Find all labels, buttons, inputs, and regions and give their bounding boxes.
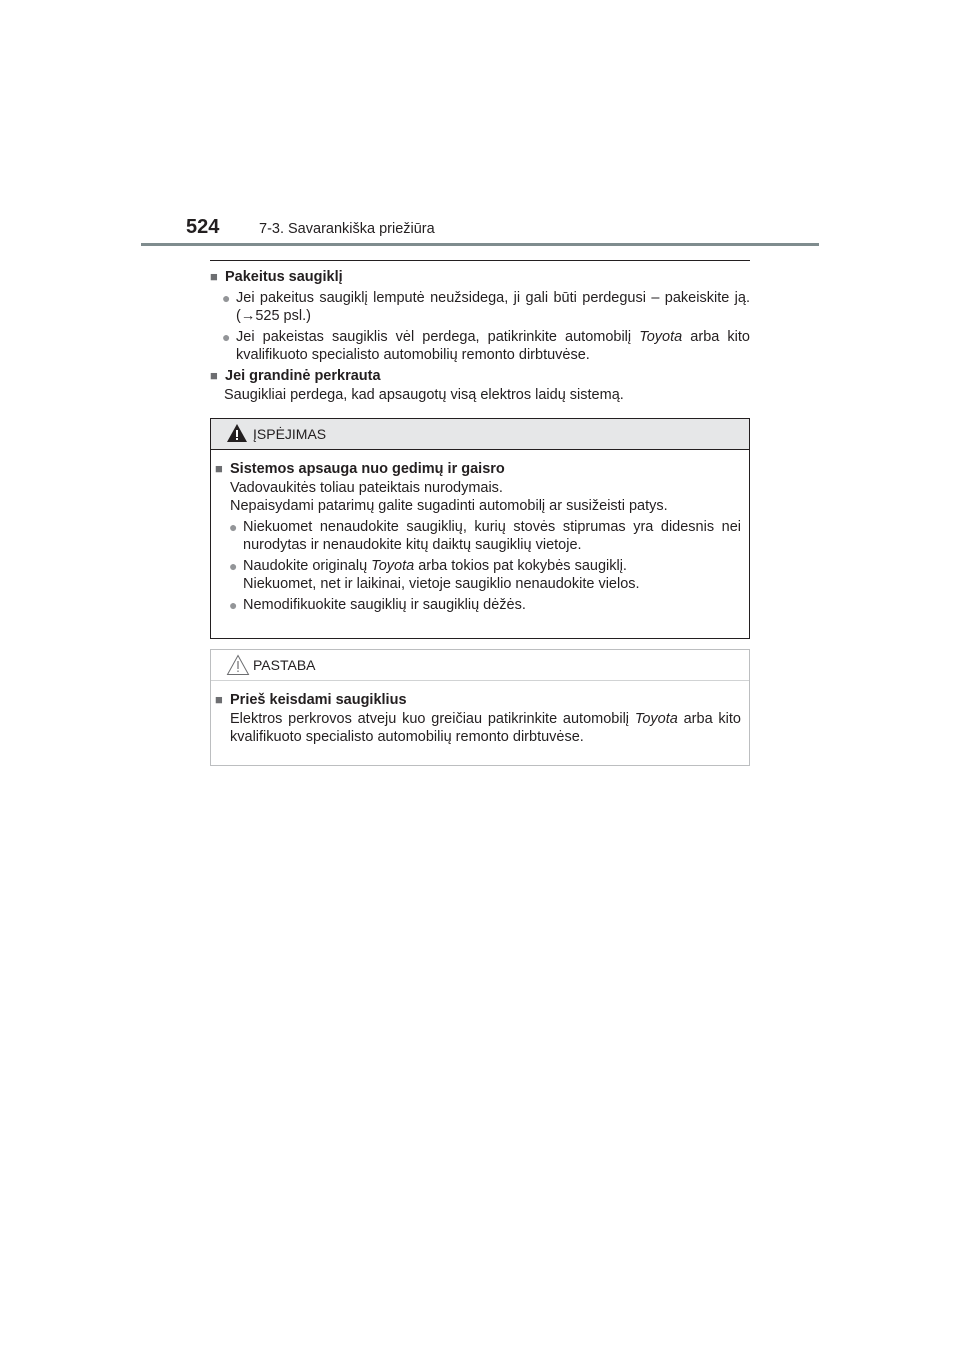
brand-name: Toyota [639, 329, 683, 345]
list-item: ● Nemodifikuokite saugiklių ir saugiklių dėžės. [229, 597, 526, 613]
warning-body [211, 450, 749, 614]
note-box [210, 649, 750, 766]
paragraph: Saugikliai perdega, kad apsaugotų visą elektros laidų sistemą. [224, 387, 624, 403]
brand-name: Toyota [634, 711, 678, 727]
paragraph: Vadovaukitės toliau pateiktais nurodymais. Nepaisydami patarimų galite sugadinti automobilį ar susižeisti patys. [230, 480, 668, 514]
subsection-heading: ■ Pakeitus saugiklį [210, 269, 343, 285]
list-item: ● Niekuomet nenaudokite saugiklių, kurių stovės stiprumas yra didesnis nei nurodytas ir nenaudokite kitų daiktų saugiklių vietoje. [229, 519, 741, 553]
circle-bullet-icon: ● [229, 519, 238, 535]
paragraph: Elektros perkrovos atveju kuo greičiau patikrinkite automobilį Toyota arba kito kvalifikuoto specialisto automobilių remonto dirbtuvėse. [230, 711, 741, 745]
square-bullet-icon: ■ [210, 368, 218, 383]
warning-header [211, 419, 749, 450]
warning-heading: ■ Sistemos apsauga nuo gedimų ir gaisro [215, 461, 505, 477]
page-number: 524 [186, 216, 220, 238]
circle-bullet-icon: ● [222, 329, 231, 345]
note-header [211, 650, 749, 681]
warning-box [210, 418, 750, 639]
square-bullet-icon: ■ [215, 692, 223, 707]
list-item: ● Naudokite originalų Toyota arba tokios pat kokybės saugiklį. Niekuomet, net ir laikinai, vietoje saugiklio nenaudokite vielos. [229, 558, 640, 592]
warning-triangle-outline-icon [226, 654, 250, 679]
square-bullet-icon: ■ [210, 269, 218, 284]
note-body [211, 681, 749, 746]
note-label: PASTABA [253, 657, 316, 673]
warning-triangle-filled-icon [226, 423, 248, 446]
circle-bullet-icon: ● [229, 597, 238, 613]
main-content [210, 268, 750, 404]
list-item: ● Jei pakeistas saugiklis vėl perdega, patikrinkite automobilį Toyota arba kito kvalifikuoto specialisto automobilių remonto dirbtuvėse. [222, 329, 750, 363]
warning-label: ĮSPĖJIMAS [253, 426, 327, 442]
brand-name: Toyota [371, 558, 415, 574]
note-heading: ■ Prieš keisdami saugiklius [215, 692, 407, 708]
list-item: ● Jei pakeitus saugiklį lemputė neužsidega, ji gali būti perdegusi – pakeiskite ją. (→525 psl.) [222, 290, 750, 324]
circle-bullet-icon: ● [222, 290, 231, 306]
section-title: 7-3. Savarankiška priežiūra [259, 221, 435, 237]
circle-bullet-icon: ● [229, 558, 238, 574]
header-rule [141, 243, 819, 246]
subsection-heading: ■ Jei grandinė perkrauta [210, 368, 381, 384]
square-bullet-icon: ■ [215, 461, 223, 476]
content-top-rule [210, 260, 750, 261]
